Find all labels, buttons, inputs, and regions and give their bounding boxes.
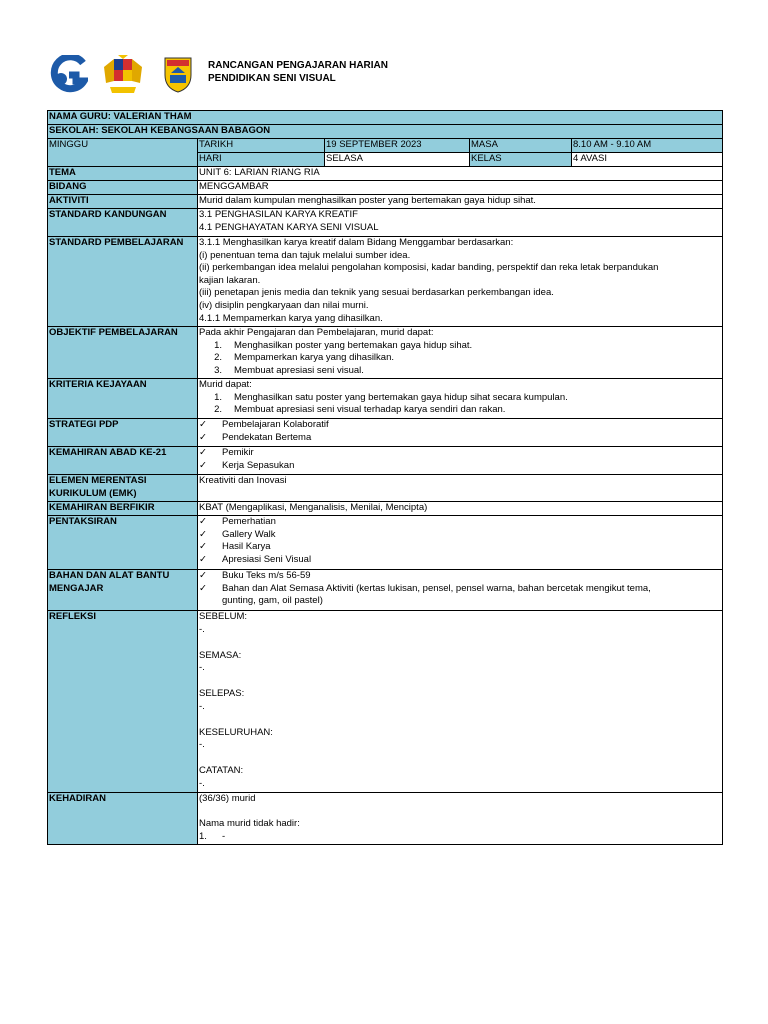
field-value: MENGGAMBAR (198, 181, 723, 195)
learning-standard-line: (ii) perkembangan idea melalui pengolahan komposisi, kadar banding, perspektif dan reka letak berpandukan (199, 262, 659, 274)
check-icon: ✓ (199, 516, 207, 527)
list-item-continuation: gunting, gam, oil pastel) (222, 595, 323, 607)
list-item: ✓ Hasil Karya (199, 541, 271, 553)
assessment-value (198, 516, 723, 570)
thinking-skills-label: KEMAHIRAN BERFIKIR (48, 502, 198, 516)
21st-century-skills-value (198, 447, 723, 475)
success-criteria-label: KRITERIA KEJAYAAN (48, 379, 198, 419)
list-item: ✓ Gallery Walk (199, 528, 276, 540)
document-title: RANCANGAN PENGAJARAN HARIAN (208, 60, 389, 71)
assessment-label: PENTAKSIRAN (48, 516, 198, 570)
list-item: 1. Menghasilkan poster yang bertemakan gaya hidup sihat. (214, 339, 473, 351)
class-label: KELAS (470, 153, 572, 167)
sabah-logo (162, 55, 194, 93)
content-standard-value (198, 209, 723, 237)
attendance-label: KEHADIRAN (48, 793, 198, 845)
absent-label: Nama murid tidak hadir: (199, 818, 300, 830)
reflection-section: SEBELUM: -. (199, 611, 248, 635)
kpm-logo (50, 55, 88, 93)
check-icon: ✓ (199, 419, 207, 430)
lesson-plan-table (47, 110, 723, 845)
list-item: ✓ Pemikir (199, 447, 254, 458)
reflection-section: SEMASA: -. (199, 649, 242, 674)
class-value: 4 AVASI (572, 153, 723, 167)
strategy-value (198, 419, 723, 447)
learning-standard-line: kajian lakaran. (199, 274, 261, 286)
day-value: SELASA (325, 153, 470, 167)
thinking-skills-value: KBAT (Mengaplikasi, Menganalisis, Menilai, Mencipta) (198, 502, 723, 516)
check-icon: ✓ (199, 528, 207, 540)
21st-century-skills-label: KEMAHIRAN ABAD KE-21 (48, 447, 198, 475)
list-item: ✓ Pemerhatian (199, 516, 276, 527)
attendance-count: (36/36) murid (199, 793, 256, 804)
learning-standard-label: STANDARD PEMBELAJARAN (48, 237, 198, 327)
list-item: 1. Menghasilkan satu poster yang bertemakan gaya hidup sihat secara kumpulan. (214, 391, 568, 403)
attendance-value (198, 793, 723, 845)
success-criteria-value (198, 379, 723, 419)
reflection-value (198, 611, 723, 793)
theme-value: UNIT 6: LARIAN RIANG RIA (198, 167, 723, 181)
field-label: BIDANG (48, 181, 198, 195)
day-label: HARI (198, 153, 325, 167)
list-item: 2. Mempamerkan karya yang dihasilkan. (214, 352, 394, 364)
date-label: TARIKH (198, 139, 325, 153)
learning-standard-value (198, 237, 723, 327)
learning-standard-line: (i) penentuan tema dan tajuk melalui sumber idea. (199, 249, 411, 261)
activity-label: AKTIVITI (48, 195, 198, 209)
success-criteria-intro: Murid dapat: (199, 379, 252, 390)
time-value: 8.10 AM - 9.10 AM (572, 139, 723, 153)
learning-standard-line: 4.1.1 Mempamerkan karya yang dihasilkan. (199, 312, 383, 324)
content-standard-line: 3.1 PENGHASILAN KARYA KREATIF (199, 209, 358, 220)
learning-standard-line: (iv) disiplin pengkaryaan dan nilai murni. (199, 299, 369, 311)
emk-value: Kreativiti dan Inovasi (198, 475, 723, 502)
list-item: ✓ Pendekatan Bertema (199, 431, 312, 443)
list-item: ✓ Apresiasi Seni Visual (199, 553, 312, 565)
learning-standard-line: 3.1.1 Menghasilkan karya kreatif dalam Bidang Menggambar berdasarkan: (199, 237, 514, 248)
teaching-aids-label: BAHAN DAN ALAT BANTU MENGAJAR (48, 570, 198, 611)
list-item: ✓ Pembelajaran Kolaboratif (199, 419, 329, 430)
reflection-section: SELEPAS: -. (199, 688, 245, 712)
check-icon: ✓ (199, 553, 207, 565)
theme-label: TEMA (48, 167, 198, 181)
time-label: MASA (470, 139, 572, 153)
document-subtitle: PENDIDIKAN SENI VISUAL (208, 73, 336, 84)
content-standard-label: STANDARD KANDUNGAN (48, 209, 198, 237)
teaching-aids-value (198, 570, 723, 611)
list-item: 3. Membuat apresiasi seni visual. (214, 364, 364, 376)
check-icon: ✓ (199, 582, 207, 594)
emk-label: ELEMEN MERENTASI KURIKULUM (EMK) (48, 475, 198, 502)
reflection-section: KESELURUHAN: -. (199, 726, 273, 751)
list-item: ✓ Kerja Sepasukan (199, 459, 295, 471)
school-name: SEKOLAH: SEKOLAH KEBANGSAAN BABAGON (48, 125, 723, 139)
objectives-value (198, 327, 723, 379)
strategy-label: STRATEGI PDP (48, 419, 198, 447)
list-item: ✓ Buku Teks m/s 56-59 (199, 570, 311, 581)
list-item: 2. Membuat apresiasi seni visual terhadap karya sendiri dan rakan. (214, 404, 506, 416)
document-header (50, 55, 750, 105)
week-label: MINGGU (48, 139, 198, 167)
learning-standard-line: (iii) penetapan jenis media dan teknik yang sesuai berdasarkan perkembangan idea. (199, 287, 554, 299)
teacher-name: NAMA GURU: VALERIAN THAM (48, 111, 723, 125)
jata-negara-logo (100, 55, 146, 97)
objectives-intro: Pada akhir Pengajaran dan Pembelajaran, murid dapat: (199, 327, 434, 338)
list-item: ✓ Bahan dan Alat Semasa Aktiviti (kertas lukisan, pensel, pensel warna, bahan bercetak mengikut tema, (199, 582, 651, 594)
activity-value: Murid dalam kumpulan menghasilkan poster yang bertemakan gaya hidup sihat. (198, 195, 723, 209)
list-item: 1. - (199, 830, 226, 842)
check-icon: ✓ (199, 570, 207, 581)
check-icon: ✓ (199, 459, 207, 471)
check-icon: ✓ (199, 431, 207, 443)
check-icon: ✓ (199, 541, 207, 553)
check-icon: ✓ (199, 447, 207, 458)
reflection-label: REFLEKSI (48, 611, 198, 793)
content-standard-line: 4.1 PENGHAYATAN KARYA SENI VISUAL (199, 221, 379, 233)
objectives-label: OBJEKTIF PEMBELAJARAN (48, 327, 198, 379)
reflection-section: CATATAN: -. (199, 765, 244, 789)
date-value: 19 SEPTEMBER 2023 (325, 139, 470, 153)
